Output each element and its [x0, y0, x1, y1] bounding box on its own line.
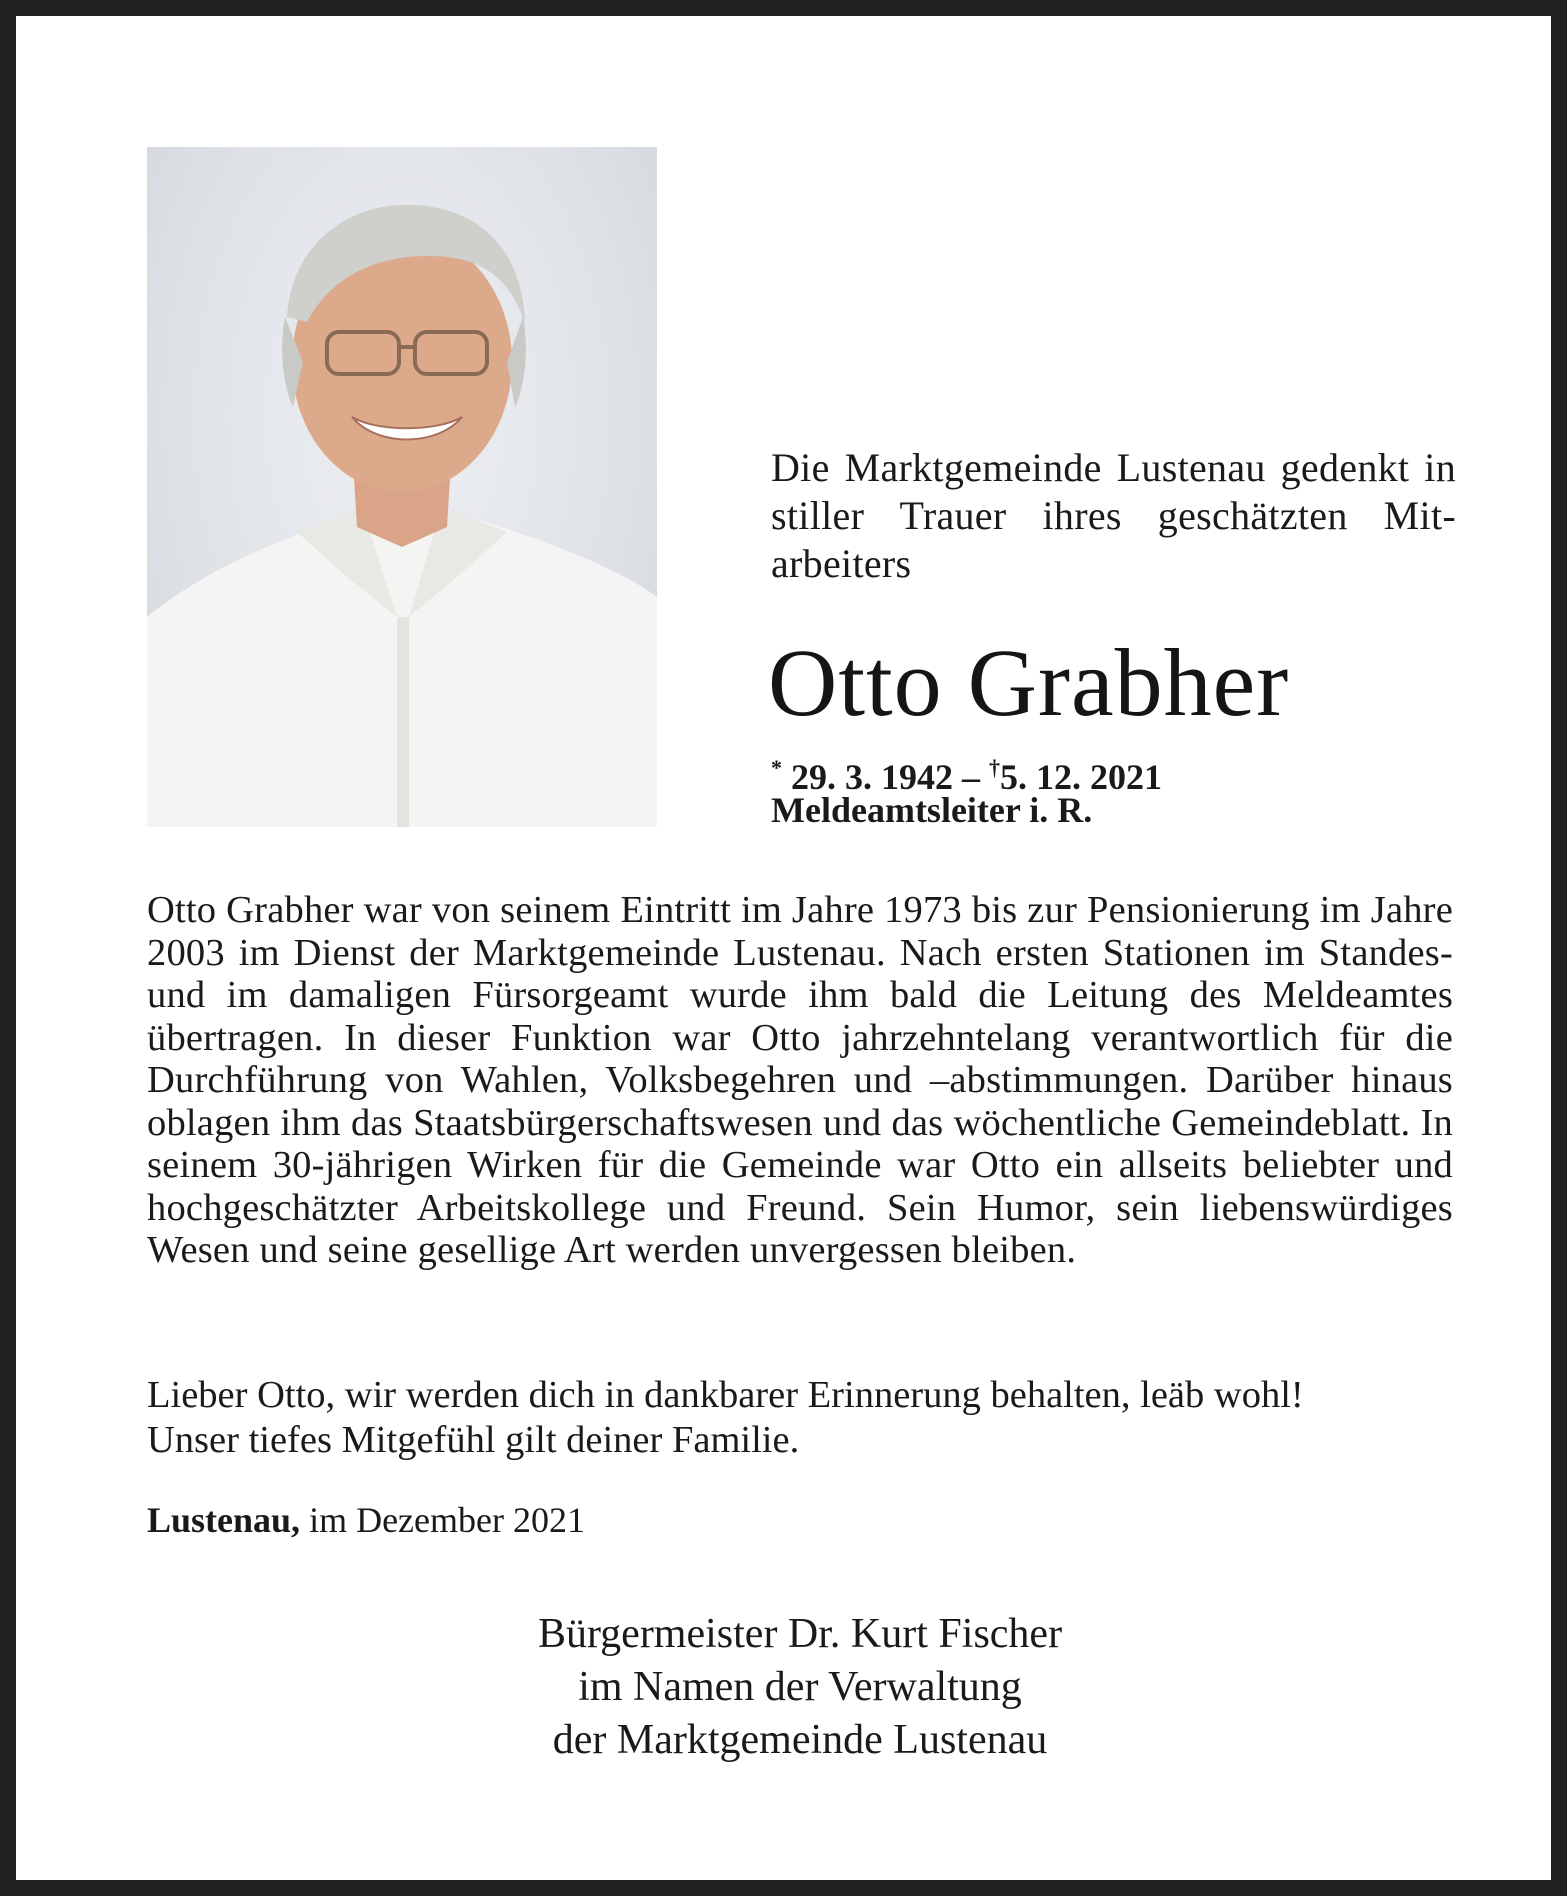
intro-text: Die Marktgemeinde Lustenau gedenkt in stiller Trauer ihres geschätzten Mit-arbeiters [771, 445, 1456, 586]
birth-symbol: * [771, 755, 782, 780]
obituary-body: Otto Grabher war von seinem Eintritt im Jahre 1973 bis zur Pensionierung im Jahre 2003 im Dienst der Marktgemeinde Lustenau. Nach ersten Stationen im Standes- und im damaligen Fürsorgeamt wurde ihm bald die Leitung des Meldeamtes übertragen. In dieser Funktion war Otto jahrzehntelang verantwortlich für die Durchführung von Wahlen, Volksbegehren und –abstimmungen. Darüber hinaus oblagen ihm das Staatsbürgerschaftswesen und das wöchentliche Gemeindeblatt. In seinem 30-jährigen Wirken für die Gemeinde war Otto ein allseits beliebter und hochgeschätzter Arbeitskollege und Freund. Sein Humor, sein liebenswürdiges Wesen und seine gesellige Art werden unvergessen bleiben. [147, 889, 1453, 1271]
signature-line: Bürgermeister Dr. Kurt Fischer [537, 1611, 1063, 1657]
signature-line: der Marktgemeinde Lustenau [552, 1717, 1048, 1763]
date: im Dezember 2021 [300, 1500, 585, 1540]
farewell-text [147, 1373, 1467, 1463]
deceased-name: Otto Grabher [768, 629, 1290, 736]
farewell-line: Unser tiefes Mitgefühl gilt deiner Familie. [147, 1419, 800, 1461]
death-date: 5. 12. 2021 [1000, 757, 1162, 797]
job-title: Meldeamtsleiter i. R. [771, 790, 1093, 830]
place-date [147, 1498, 585, 1542]
signature-block [347, 1608, 1253, 1767]
place: Lustenau, [147, 1500, 301, 1540]
portrait-photo [147, 147, 657, 827]
birth-date: 29. 3. 1942 [791, 757, 953, 797]
farewell-line: Lieber Otto, wir werden dich in dankbarer Erinnerung behalten, leäb wohl! [147, 1374, 1304, 1416]
date-separator: – [953, 757, 989, 797]
death-symbol: † [989, 755, 1000, 780]
signature-line: im Namen der Verwaltung [578, 1664, 1022, 1710]
